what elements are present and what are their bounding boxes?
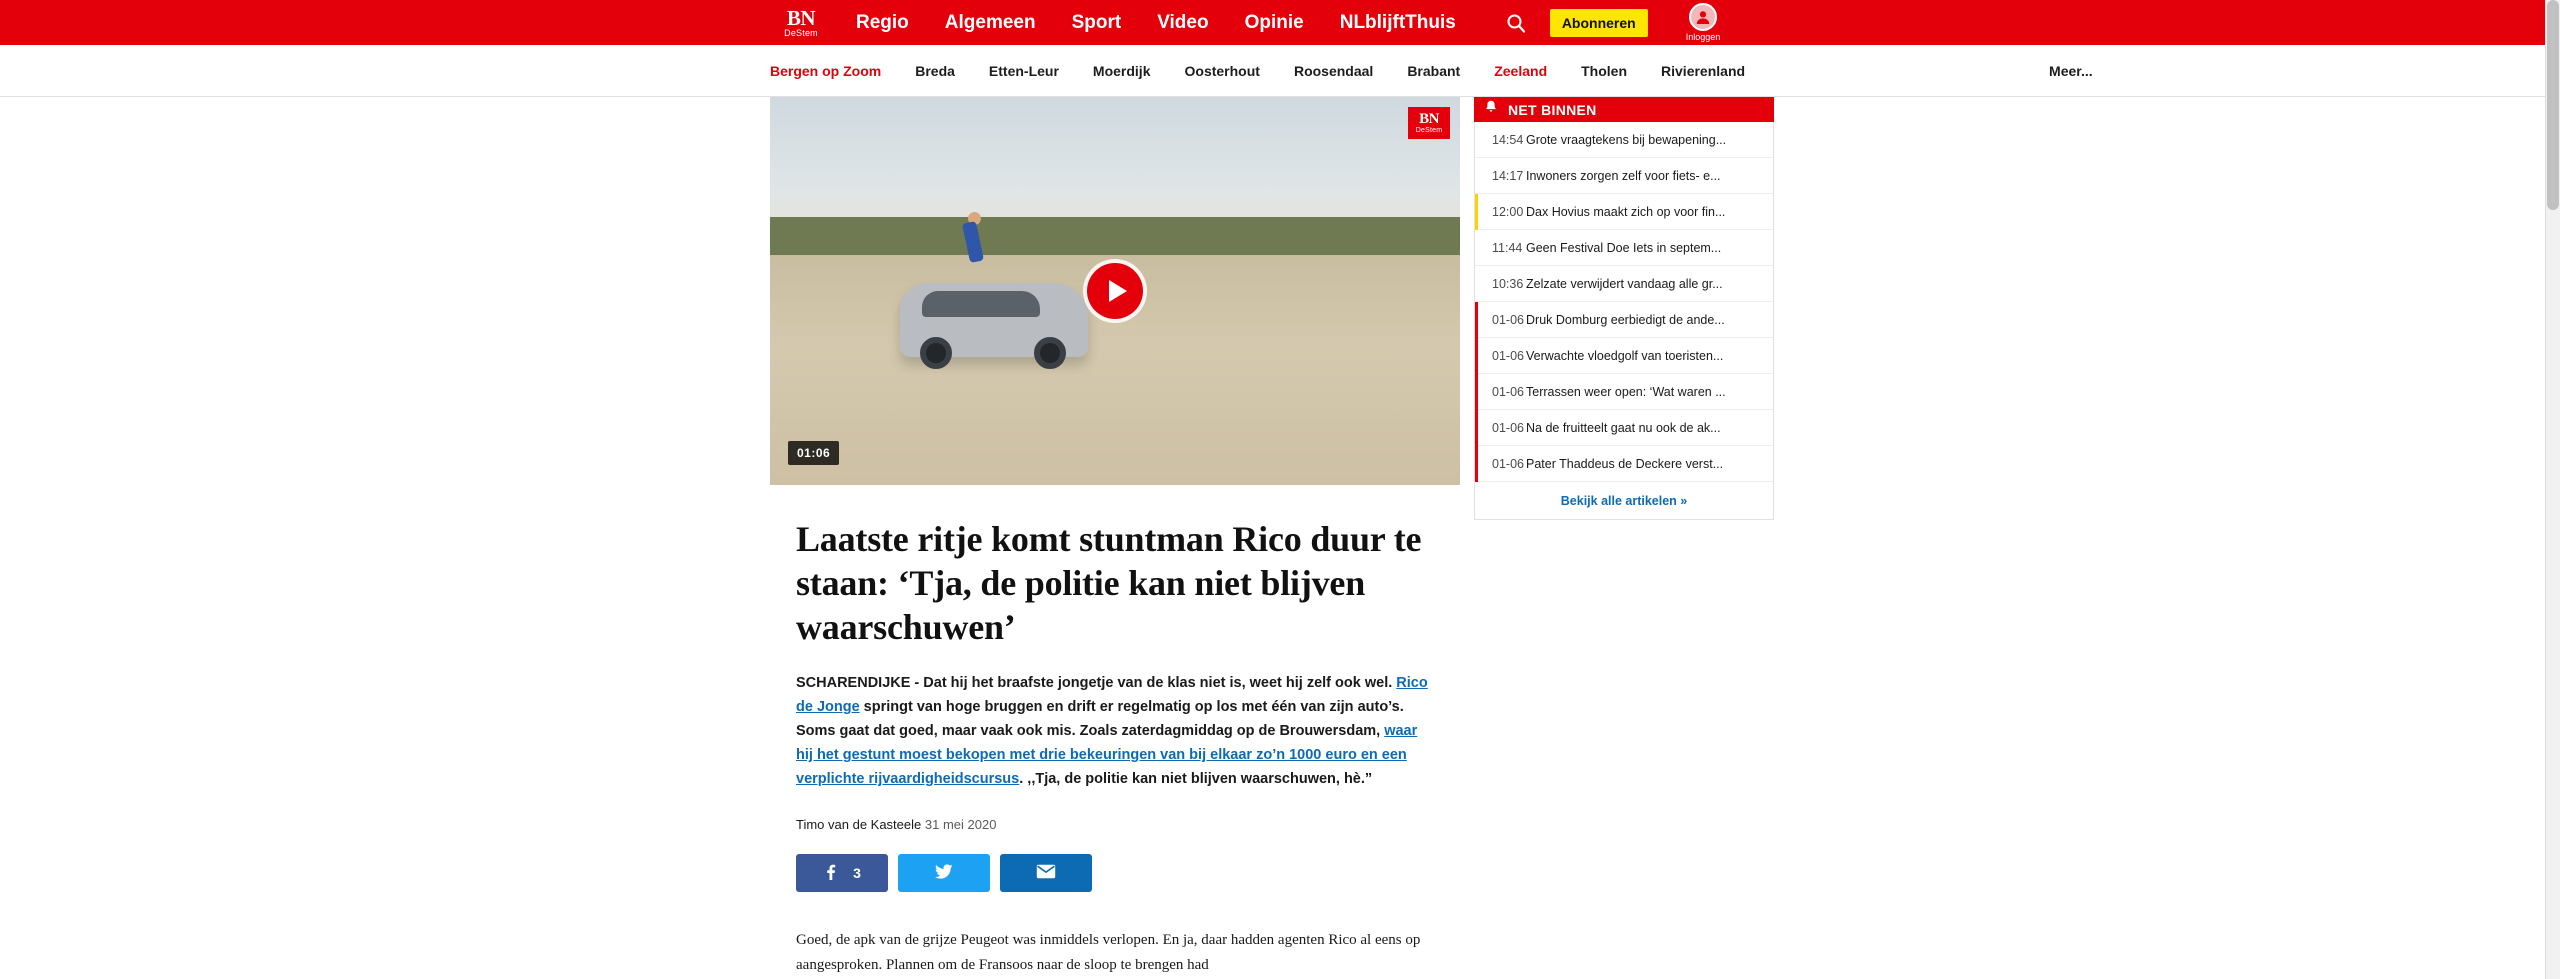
top-navigation-bar <box>0 0 2560 45</box>
article-body-paragraph: Goed, de apk van de grijze Peugeot was inmiddels verlopen. En ja, daar hadden agenten Rico al eens op aangesproken. Plannen om de Fransoos naar de sloop te brengen had <box>796 932 1421 973</box>
view-all-articles-link[interactable]: Bekijk alle artikelen » <box>1560 493 1688 508</box>
article-intro-link-bekeuringen[interactable]: waar hij het gestunt moest bekopen met drie bekeuringen van bij elkaar zo’n 1000 euro en een verplichte rijvaardigheidscursus <box>796 723 1418 787</box>
subnav-item-etten-leur[interactable]: Etten-Leur <box>988 63 1059 79</box>
video-watermark-logo <box>1408 107 1450 139</box>
nav-item-nlblijftthuis[interactable]: NLblijftThuis <box>1339 11 1456 33</box>
share-facebook-button[interactable] <box>796 854 888 892</box>
list-item[interactable] <box>1475 266 1773 302</box>
subnav-item-oosterhout[interactable]: Oosterhout <box>1184 63 1260 79</box>
article-byline <box>770 817 1460 832</box>
site-logo[interactable] <box>770 3 832 43</box>
twitter-icon <box>935 864 953 883</box>
page-scrollbar[interactable] <box>2545 0 2560 979</box>
list-item-text: Inwoners zorgen zelf voor fiets- e... <box>1526 168 1721 183</box>
article-date: 31 mei 2020 <box>924 817 997 832</box>
article-intro-text-2: springt van hoge bruggen en drift er regelmatig op los met één van zijn auto’s. Soms gaat dat goed, maar vaak ook mis. Zoals zaterdagmiddag op de Brouwersdam, <box>796 699 1404 739</box>
site-logo-sub: DeStem <box>784 27 818 38</box>
subnav-item-roosendaal[interactable]: Roosendaal <box>1293 63 1374 79</box>
account-login-label: Inloggen <box>1685 32 1721 42</box>
play-icon[interactable] <box>1087 263 1143 319</box>
video-car-wheel-right <box>1034 337 1066 369</box>
list-item[interactable] <box>1475 194 1773 230</box>
subnav-item-breda[interactable]: Breda <box>915 63 955 79</box>
list-item-time: 01-06 <box>1492 384 1524 399</box>
site-logo-main: BN <box>786 5 816 30</box>
article-intro <box>770 671 1460 791</box>
share-mail-button[interactable] <box>1000 854 1092 892</box>
video-car-window <box>922 291 1040 317</box>
list-item-time: 01-06 <box>1492 420 1524 435</box>
mail-icon <box>1036 864 1056 882</box>
main-content <box>0 97 2560 979</box>
nav-item-regio[interactable]: Regio <box>856 11 909 33</box>
subnav-item-bergen-op-zoom[interactable]: Bergen op Zoom <box>770 63 882 79</box>
article-headline: Laatste ritje komt stuntman Rico duur te staan: ‘Tja, de politie kan niet blijven waarschuwen’ <box>796 519 1422 647</box>
share-facebook-count: 3 <box>853 865 861 881</box>
bell-icon <box>1484 100 1498 119</box>
subnav-item-zeeland[interactable]: Zeeland <box>1494 63 1548 79</box>
net-binnen-panel <box>1474 97 1774 520</box>
nav-item-video[interactable]: Video <box>1157 11 1209 33</box>
list-item-text: Zelzate verwijdert vandaag alle gr... <box>1526 276 1723 291</box>
list-item-time: 10:36 <box>1492 276 1524 291</box>
nav-item-opinie[interactable]: Opinie <box>1244 11 1304 33</box>
list-item-text: Druk Domburg eerbiedigt de ande... <box>1526 312 1725 327</box>
list-item-time: 12:00 <box>1492 204 1524 219</box>
subnav-more-button[interactable]: Meer... <box>2049 63 2093 79</box>
video-watermark-main: BN <box>1419 110 1439 127</box>
video-treeline <box>770 217 1460 259</box>
subnav-item-moerdijk[interactable]: Moerdijk <box>1092 63 1151 79</box>
list-item-text: Dax Hovius maakt zich op voor fin... <box>1526 204 1726 219</box>
subscribe-button[interactable]: Abonneren <box>1550 9 1648 37</box>
article-column <box>770 97 1460 978</box>
list-item-time: 11:44 <box>1492 240 1523 255</box>
list-item[interactable] <box>1475 374 1773 410</box>
list-item-text: Grote vraagtekens bij bewapening... <box>1526 132 1727 147</box>
video-car <box>900 283 1088 357</box>
nav-item-algemeen[interactable]: Algemeen <box>944 11 1036 33</box>
region-navigation-bar <box>0 45 2560 97</box>
net-binnen-footer <box>1474 482 1774 520</box>
list-item-time: 01-06 <box>1492 312 1524 327</box>
list-item[interactable] <box>1475 158 1773 194</box>
video-car-wheel-left <box>920 337 952 369</box>
facebook-icon <box>823 864 839 883</box>
list-item-time: 14:54 <box>1492 132 1524 147</box>
list-item[interactable] <box>1475 410 1773 446</box>
video-watermark-sub: DeStem <box>1415 126 1443 134</box>
list-item-time: 01-06 <box>1492 456 1524 471</box>
nav-item-sport[interactable]: Sport <box>1071 11 1122 33</box>
list-item[interactable] <box>1475 302 1773 338</box>
search-icon[interactable] <box>1506 13 1526 33</box>
net-binnen-header <box>1474 97 1774 122</box>
article-author[interactable]: Timo van de Kasteele <box>796 817 922 832</box>
subnav-item-rivierenland[interactable]: Rivierenland <box>1661 63 1746 79</box>
scrollbar-thumb[interactable] <box>2547 0 2559 210</box>
avatar-icon <box>1689 3 1717 31</box>
video-duration-badge: 01:06 <box>788 441 839 465</box>
region-navigation-inner <box>770 45 2093 97</box>
play-triangle <box>1109 280 1127 302</box>
list-item-text: Terrassen weer open: ‘Wat waren ... <box>1526 384 1726 399</box>
subnav-item-tholen[interactable]: Tholen <box>1581 63 1628 79</box>
share-twitter-button[interactable] <box>898 854 990 892</box>
list-item[interactable] <box>1475 338 1773 374</box>
article-intro-link-rico-de-jonge[interactable]: Rico de Jonge <box>796 675 1428 715</box>
article-intro-text-3: . ,,Tja, de politie kan niet blijven waarschuwen, hè.” <box>1019 771 1373 787</box>
top-navigation-inner <box>770 0 1720 45</box>
list-item-text: Verwachte vloedgolf van toeristen... <box>1526 348 1724 363</box>
list-item[interactable] <box>1475 446 1773 482</box>
subnav-item-brabant[interactable]: Brabant <box>1407 63 1461 79</box>
article-video-player[interactable] <box>770 97 1460 485</box>
list-item-text: Pater Thaddeus de Deckere verst... <box>1526 456 1724 471</box>
share-buttons-row <box>770 854 1460 892</box>
article-intro-text-1: SCHARENDIJKE - Dat hij het braafste jongetje van de klas niet is, weet hij zelf ook wel. <box>796 675 1397 691</box>
list-item-text: Na de fruitteelt gaat nu ook de ak... <box>1526 420 1721 435</box>
net-binnen-list <box>1474 122 1774 482</box>
list-item[interactable] <box>1475 230 1773 266</box>
net-binnen-title: NET BINNEN <box>1508 101 1597 118</box>
list-item-text: Geen Festival Doe Iets in septem... <box>1526 240 1722 255</box>
list-item-time: 01-06 <box>1492 348 1524 363</box>
list-item[interactable] <box>1475 122 1773 158</box>
list-item-time: 14:17 <box>1492 168 1524 183</box>
account-login-button[interactable] <box>1686 3 1721 42</box>
